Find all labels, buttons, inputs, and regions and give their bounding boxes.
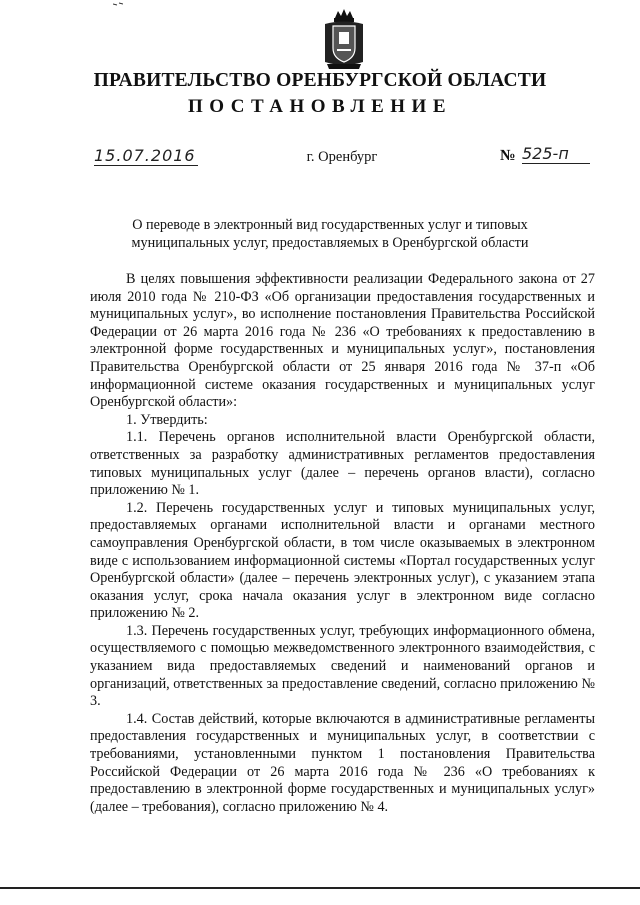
document-number: 525-п <box>522 146 590 164</box>
government-title: ПРАВИТЕЛЬСТВО ОРЕНБУРГСКОЙ ОБЛАСТИ <box>93 70 547 91</box>
paragraph-1: 1. Утвердить: <box>126 411 208 428</box>
document-date: 15.07.2016 <box>94 148 198 166</box>
document-body <box>90 271 595 816</box>
document-subject: О переводе в электронный вид государственных услуг и типовых муниципальных услуг, предоставляемых в Оренбургской области <box>131 217 529 251</box>
paragraph-1-3: 1.3. Перечень государственных услуг, требующих информационного обмена, осуществляемого с помощью межведомственного электронного взаимодействия, с указанием вида предоставляемых сведений и наименований органов и организаций, ответственных за предоставление сведений, согласно приложению № 3. <box>90 622 595 710</box>
coat-of-arms-icon <box>321 8 367 70</box>
document-city: г. Оренбург <box>306 149 378 165</box>
paragraph-preamble: В целях повышения эффективности реализации Федерального закона от 27 июля 2010 года № 210-ФЗ «Об организации предоставления государственных и муниципальных услуг», во исполнение постановления Правительства Российской Федерации от 26 марта 2016 года № 236 «О требованиях к предоставлению в электронной форме государственных и муниципальных услуг», постановления Правительства Оренбургской области от 25 января 2016 года № 37-п «Об информационной системе оказания государственных и муниципальных услуг Оренбургской области»: <box>90 271 595 411</box>
page-bottom-rule <box>0 887 640 889</box>
scan-mark <box>113 2 123 6</box>
document-number-label: № <box>500 147 516 164</box>
paragraph-1-4: 1.4. Состав действий, которые включаются в административные регламенты предоставления государственных и муниципальных услуг, в соответствии с требованиями, установленными пунктом 1 постановления Правительства Российской Федерации от 26 марта 2016 года № 236 «О требованиях к предоставлению в электронной форме государственных и муниципальных услуг» (далее – требования), согласно приложению № 4. <box>90 710 595 815</box>
paragraph-1-2: 1.2. Перечень государственных услуг и типовых муниципальных услуг, предоставляемых органами исполнительной власти и органами местного самоуправления Оренбургской области, в том числе оказываемых в электронном виде с использованием информационной системы «Портал государственных услуг Оренбургской области» (далее – перечень электронных услуг), с указанием этапа оказания услуг, срока начала оказания услуг в электронном виде согласно приложению № 2. <box>90 499 595 622</box>
paragraph-1-1: 1.1. Перечень органов исполнительной власти Оренбургской области, ответственных за разработку административных регламентов предоставления типовых муниципальных услуг (далее – перечень органов власти), согласно приложению № 1. <box>90 429 595 499</box>
document-type: ПОСТАНОВЛЕНИЕ <box>187 96 453 117</box>
